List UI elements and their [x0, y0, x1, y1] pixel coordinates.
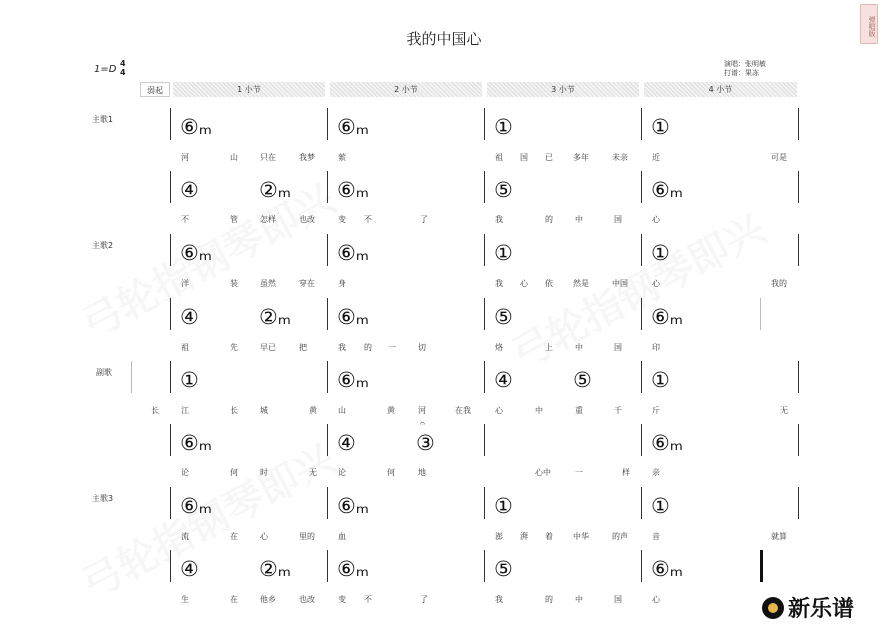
lyric: 中 — [575, 595, 583, 604]
bar-line — [798, 108, 799, 140]
chord-note: ⑥ₘ — [337, 494, 369, 518]
arranger-credit: 打谱：果冻 — [724, 69, 759, 77]
lyric: 山 — [230, 153, 238, 162]
lyric: 不 — [364, 215, 372, 224]
lyric: 心 — [652, 215, 660, 224]
lyric: 心 — [652, 279, 660, 288]
site-logo[interactable] — [762, 592, 854, 623]
lyric: 未亲 — [612, 153, 628, 162]
lyric: 论 — [181, 468, 189, 477]
lyric: 心 — [520, 279, 528, 288]
lyric: 我 — [338, 343, 346, 352]
bar-line — [798, 424, 799, 456]
chord-note: ① — [651, 115, 670, 139]
lyric: 山 — [338, 406, 346, 415]
chord-note: ⑥ₘ — [337, 115, 369, 139]
chord-note: ⑥ₘ — [337, 178, 369, 202]
lyric: 国 — [614, 343, 622, 352]
chord-note: ⑥ₘ — [651, 557, 683, 581]
chord-note: ⑥ₘ — [651, 178, 683, 202]
bar-line — [327, 424, 328, 456]
lyric: 洋 — [181, 279, 189, 288]
lyric: 烙 — [495, 343, 503, 352]
bar-line — [484, 108, 485, 140]
watermark — [500, 199, 774, 381]
lyric: 流 — [181, 532, 189, 541]
lyric: 国 — [614, 215, 622, 224]
lyric: 可是 — [771, 153, 787, 162]
lyric: 不 — [364, 595, 372, 604]
measure-header-pickup: 弱起 — [140, 82, 170, 97]
lyric: 了 — [420, 595, 428, 604]
lyric: 也改 — [299, 595, 315, 604]
chord-note: ④ — [180, 178, 199, 202]
lyric: 生 — [181, 595, 189, 604]
chord-note: ④ — [180, 557, 199, 581]
bar-line — [798, 487, 799, 519]
bar-line — [484, 298, 485, 330]
lyric: 只在 — [260, 153, 276, 162]
lyric: 穿在 — [299, 279, 315, 288]
bar-line — [170, 171, 171, 203]
chord-note: ⑥ₘ — [337, 368, 369, 392]
lyric: 中 — [575, 215, 583, 224]
bar-line — [170, 487, 171, 519]
lyric: 我的 — [771, 279, 787, 288]
bar-line-dashed — [760, 298, 761, 330]
lyric: 一 — [575, 468, 583, 477]
lyric: 我 — [495, 279, 503, 288]
measure-header-1: 1 小节 — [173, 82, 325, 97]
chord-note: ④ — [494, 368, 513, 392]
lyric: 中 — [575, 343, 583, 352]
lyric: 也改 — [299, 215, 315, 224]
lyric: 中 — [535, 406, 543, 415]
bar-line — [641, 487, 642, 519]
bar-line — [327, 550, 328, 582]
lyric: 的 — [545, 595, 553, 604]
lyric: 我 — [495, 595, 503, 604]
lyric: 不 — [181, 215, 189, 224]
lyric: 心中 — [535, 468, 551, 477]
lyric: 中国 — [612, 279, 628, 288]
lyric: 着 — [545, 532, 553, 541]
section-chorus: 副歌 — [96, 368, 112, 377]
lyric: 亲 — [652, 468, 660, 477]
time-bottom: 4 — [120, 68, 126, 77]
lyric: 黄 — [309, 406, 317, 415]
lyric: 的 — [545, 215, 553, 224]
lyric: 早已 — [260, 343, 276, 352]
lyric: 何 — [230, 468, 238, 477]
chord-note: ②ₘ — [259, 305, 291, 329]
lyric: 长 — [230, 406, 238, 415]
chord-note: ⑥ₘ — [651, 431, 683, 455]
lyric: 城 — [260, 406, 268, 415]
chord-note: ① — [494, 241, 513, 265]
lyric: 我 — [495, 215, 503, 224]
chord-note: ⑥ₘ — [180, 115, 212, 139]
chord-note: ⑥ₘ — [180, 494, 212, 518]
lyric: 斤 — [652, 406, 660, 415]
bar-line — [641, 424, 642, 456]
lyric: 把 — [299, 343, 307, 352]
lyric: 千 — [614, 406, 622, 415]
bar-line — [327, 361, 328, 393]
bar-line — [170, 361, 171, 393]
bar-line — [327, 108, 328, 140]
bar-line — [327, 171, 328, 203]
bar-line — [327, 298, 328, 330]
watermark — [70, 429, 344, 611]
chord-note: ⑥ₘ — [180, 431, 212, 455]
chord-note: ⑤ — [573, 368, 592, 392]
lyric: 了 — [420, 215, 428, 224]
lyric: 无 — [309, 468, 317, 477]
chord-note: ⑥ₘ — [337, 305, 369, 329]
lyric: 就算 — [771, 532, 787, 541]
lyric: 血 — [338, 532, 346, 541]
fermata-icon: 𝄐 — [420, 419, 426, 429]
lyric: 江 — [181, 406, 189, 415]
measure-header-4: 4 小节 — [644, 82, 797, 97]
lyric: 一 — [388, 343, 396, 352]
lyric: 论 — [338, 468, 346, 477]
lyric: 虽然 — [260, 279, 276, 288]
lyric: 装 — [230, 279, 238, 288]
lyric: 地 — [418, 468, 426, 477]
lyric: 多年 — [573, 153, 589, 162]
chord-note: ④ — [180, 305, 199, 329]
lyric: 河 — [418, 406, 426, 415]
bar-line — [641, 108, 642, 140]
bar-line — [641, 171, 642, 203]
chord-note: ① — [494, 115, 513, 139]
chord-note: ⑥ₘ — [337, 557, 369, 581]
end-bar-line — [760, 550, 763, 582]
bar-line — [327, 487, 328, 519]
lyric: 先 — [230, 343, 238, 352]
lyric: 在 — [230, 532, 238, 541]
section-verse3: 主歌3 — [92, 494, 114, 503]
lyric: 黄 — [387, 406, 395, 415]
bar-line — [170, 550, 171, 582]
lyric: 湃 — [520, 532, 528, 541]
bar-line — [484, 361, 485, 393]
site-logo-text: 新乐谱 — [788, 597, 855, 622]
bar-line — [484, 487, 485, 519]
lyric: 萦 — [338, 153, 346, 162]
lyric: 心 — [652, 595, 660, 604]
lyric: 上 — [545, 343, 553, 352]
lyric: 管 — [230, 215, 238, 224]
chord-note: ②ₘ — [259, 557, 291, 581]
lyric: 祖 — [181, 343, 189, 352]
lyric: 切 — [418, 343, 426, 352]
bar-line — [170, 108, 171, 140]
chord-note: ① — [180, 368, 199, 392]
lyric: 变 — [338, 595, 346, 604]
measure-header-2: 2 小节 — [330, 82, 482, 97]
measure-header-3: 3 小节 — [487, 82, 639, 97]
bar-line — [484, 234, 485, 266]
lyric: 样 — [622, 468, 630, 477]
lyric: 已 — [545, 153, 553, 162]
chord-note: ⑤ — [494, 557, 513, 581]
bar-line — [641, 550, 642, 582]
bar-line — [641, 361, 642, 393]
bar-line — [170, 424, 171, 456]
bar-line — [484, 424, 485, 456]
bar-line-dashed — [131, 361, 132, 393]
time-signature — [120, 59, 126, 77]
chord-note: ① — [651, 368, 670, 392]
chord-note: ⑥ₘ — [180, 241, 212, 265]
chord-note: ③ — [416, 431, 435, 455]
key-signature: 1=D — [94, 64, 117, 75]
lyric: 无 — [780, 406, 788, 415]
section-verse2: 主歌2 — [92, 241, 114, 250]
bar-line — [798, 361, 799, 393]
lyric: 怎样 — [260, 215, 276, 224]
lyric: 时 — [260, 468, 268, 477]
singer-credit: 演唱：张明敏 — [724, 60, 766, 68]
credits — [724, 60, 766, 78]
lyric: 我梦 — [299, 153, 315, 162]
lyric: 近 — [652, 153, 660, 162]
lyric: 的 — [364, 343, 372, 352]
bar-line — [641, 298, 642, 330]
lyric: 长 — [151, 406, 159, 415]
chord-note: ① — [651, 241, 670, 265]
chord-note: ① — [651, 494, 670, 518]
vinyl-record-icon — [762, 597, 784, 619]
page-title: 我的中国心 — [406, 30, 482, 48]
lyric: 河 — [181, 153, 189, 162]
lyric: 何 — [387, 468, 395, 477]
lyric: 心 — [260, 532, 268, 541]
lyric: 然是 — [573, 279, 589, 288]
lyric: 身 — [338, 279, 346, 288]
bar-line — [484, 550, 485, 582]
chord-note: ④ — [337, 431, 356, 455]
lyric: 印 — [652, 343, 660, 352]
chord-note: ① — [494, 494, 513, 518]
version-badge[interactable]: 弹唱版 — [860, 4, 878, 44]
lyric: 音 — [652, 532, 660, 541]
chord-note: ⑤ — [494, 305, 513, 329]
lyric: 心 — [495, 406, 503, 415]
bar-line — [798, 171, 799, 203]
bar-line — [798, 234, 799, 266]
chord-note: ②ₘ — [259, 178, 291, 202]
bar-line — [641, 234, 642, 266]
lyric: 变 — [338, 215, 346, 224]
lyric: 的声 — [612, 532, 628, 541]
chord-note: ⑥ₘ — [651, 305, 683, 329]
bar-line — [170, 298, 171, 330]
bar-line — [170, 234, 171, 266]
lyric: 在我 — [455, 406, 471, 415]
lyric: 国 — [614, 595, 622, 604]
chord-note: ⑤ — [494, 178, 513, 202]
time-top: 4 — [120, 59, 126, 68]
lyric: 里的 — [299, 532, 315, 541]
lyric: 澎 — [495, 532, 503, 541]
bar-line — [484, 171, 485, 203]
section-verse1: 主歌1 — [92, 115, 114, 124]
lyric: 重 — [575, 406, 583, 415]
lyric: 国 — [520, 153, 528, 162]
lyric: 在 — [230, 595, 238, 604]
lyric: 他乡 — [260, 595, 276, 604]
lyric: 中华 — [573, 532, 589, 541]
lyric: 依 — [545, 279, 553, 288]
lyric: 祖 — [495, 153, 503, 162]
chord-note: ⑥ₘ — [337, 241, 369, 265]
bar-line — [327, 234, 328, 266]
